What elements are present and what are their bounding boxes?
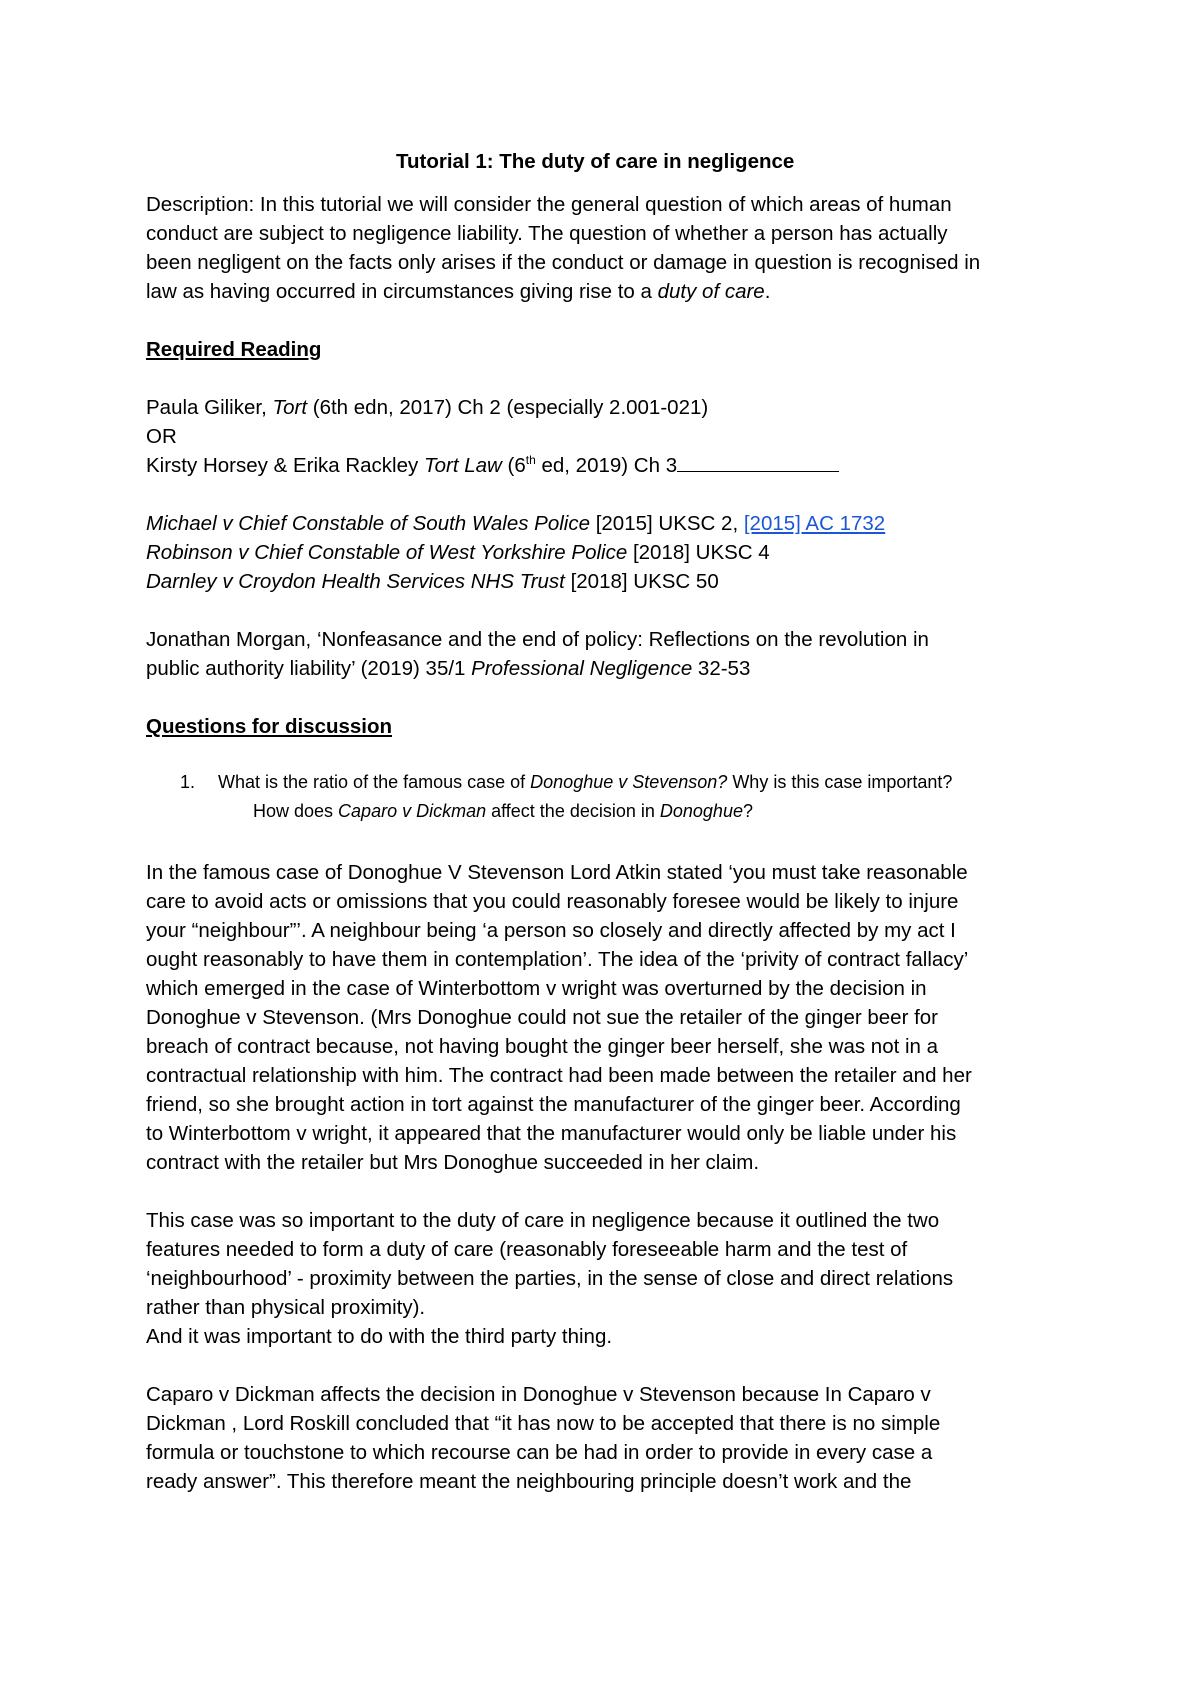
answer-para1-line-9: friend, so she brought action in tort against the manufacturer of the ginger beer. According (146, 1093, 961, 1116)
michael-case-name: Michael v Chief Constable of South Wales Police (146, 512, 591, 535)
description-line-2: conduct are subject to negligence liability. The question of whether a person has actually (146, 222, 948, 245)
reading-morgan-line-2 (146, 654, 750, 684)
question-1-text-b: Why is this case important? (727, 772, 953, 792)
reading-giliker (146, 393, 708, 423)
morgan-journal: Professional Negligence (471, 657, 693, 680)
answer-para2-line-5: And it was important to do with the third party thing. (146, 1325, 613, 1348)
answer-para2-line-2: features needed to form a duty of care (reasonably foreseeable harm and the test of (146, 1238, 908, 1261)
answer-para3-line-4: ready answer”. This therefore meant the neighbouring principle doesn’t work and the (146, 1470, 912, 1493)
horsey-title: Tort Law (423, 454, 502, 477)
description-emphasis: duty of care (657, 280, 765, 303)
blank-line-rule (677, 453, 839, 472)
michael-citation: [2015] UKSC 2, (590, 512, 744, 535)
document-title: Tutorial 1: The duty of care in negligence (396, 150, 795, 173)
description-line-1: Description: In this tutorial we will consider the general question of which areas of human (146, 193, 952, 216)
question-1-case-caparo: Caparo v Dickman (338, 801, 487, 821)
answer-para2-line-1: This case was so important to the duty of care in negligence because it outlined the two (146, 1209, 940, 1232)
morgan-pages: 32-53 (692, 657, 751, 680)
questions-heading: Questions for discussion (146, 715, 393, 738)
answer-para3-line-3: formula or touchstone to which recourse can be had in order to provide in every case a (146, 1441, 933, 1464)
question-1-line-1 (218, 768, 952, 798)
question-1-text-e: ? (742, 801, 753, 821)
answer-para3-line-1: Caparo v Dickman affects the decision in Donoghue v Stevenson because In Caparo v (146, 1383, 931, 1406)
reading-robinson (146, 538, 770, 568)
description-line-4 (146, 277, 770, 307)
answer-para1-line-7: breach of contract because, not having bought the ginger beer herself, she was not in a (146, 1035, 939, 1058)
answer-para1-line-6: Donoghue v Stevenson. (Mrs Donoghue could not sue the retailer of the ginger beer for (146, 1006, 939, 1029)
question-1-case-donoghue: Donoghue v Stevenson? (530, 772, 728, 792)
answer-para3-line-2: Dickman , Lord Roskill concluded that “it has now to be accepted that there is no simple (146, 1412, 941, 1435)
reading-horsey (146, 451, 839, 481)
reading-morgan-line-1: Jonathan Morgan, ‘Nonfeasance and the end of policy: Reflections on the revolution in (146, 628, 929, 651)
reading-darnley (146, 567, 719, 597)
description-line-3: been negligent on the facts only arises if the conduct or damage in question is recognised in (146, 251, 981, 274)
robinson-citation: [2018] UKSC 4 (627, 541, 770, 564)
question-1-text-d: affect the decision in (486, 801, 660, 821)
question-1-number: 1. (180, 772, 196, 792)
answer-para1-line-11: contract with the retailer but Mrs Donoghue succeeded in her claim. (146, 1151, 760, 1174)
answer-para1-line-2: care to avoid acts or omissions that you could reasonably foresee would be likely to injure (146, 890, 959, 913)
question-1-line-2 (253, 797, 753, 827)
giliker-author: Paula Giliker, (146, 396, 273, 419)
required-reading-heading: Required Reading (146, 338, 322, 361)
description-end: . (764, 280, 771, 303)
horsey-authors: Kirsty Horsey & Erika Rackley (146, 454, 424, 477)
question-1-case-donoghue-short: Donoghue (659, 801, 743, 821)
reading-or: OR (146, 425, 177, 448)
michael-citation-link[interactable]: [2015] AC 1732 (743, 512, 886, 535)
answer-para2-line-3: ‘neighbourhood’ - proximity between the parties, in the sense of close and direct relations (146, 1267, 954, 1290)
darnley-case-name: Darnley v Croydon Health Services NHS Trust (146, 570, 565, 593)
reading-michael (146, 509, 885, 539)
answer-para1-line-10: to Winterbottom v wright, it appeared that the manufacturer would only be liable under his (146, 1122, 957, 1145)
question-1-text-c: How does (253, 801, 339, 821)
answer-para1-line-4: ought reasonably to have them in contemplation’. The idea of the ‘privity of contract fallacy’ (146, 948, 969, 971)
answer-para1-line-1: In the famous case of Donoghue V Stevenson Lord Atkin stated ‘you must take reasonable (146, 861, 968, 884)
morgan-article: public authority liability’ (2019) 35/1 (146, 657, 472, 680)
robinson-case-name: Robinson v Chief Constable of West Yorkshire Police (146, 541, 628, 564)
description-text: law as having occurred in circumstances giving rise to a (146, 280, 658, 303)
answer-para1-line-8: contractual relationship with him. The contract had been made between the retailer and her (146, 1064, 972, 1087)
answer-para1-line-5: which emerged in the case of Winterbottom v wright was overturned by the decision in (146, 977, 927, 1000)
document-page (146, 0, 1066, 1698)
horsey-edition: (6 (501, 454, 526, 477)
answer-para1-line-3: your “neighbour”’. A neighbour being ‘a person so closely and directly affected by my act I (146, 919, 956, 942)
horsey-details: ed, 2019) Ch 3 (535, 454, 678, 477)
horsey-superscript: th (525, 453, 536, 468)
answer-para2-line-4: rather than physical proximity). (146, 1296, 426, 1319)
giliker-details: (6th edn, 2017) Ch 2 (especially 2.001-021) (307, 396, 709, 419)
darnley-citation: [2018] UKSC 50 (564, 570, 719, 593)
question-1-text-a: What is the ratio of the famous case of (218, 772, 531, 792)
giliker-title: Tort (272, 396, 308, 419)
